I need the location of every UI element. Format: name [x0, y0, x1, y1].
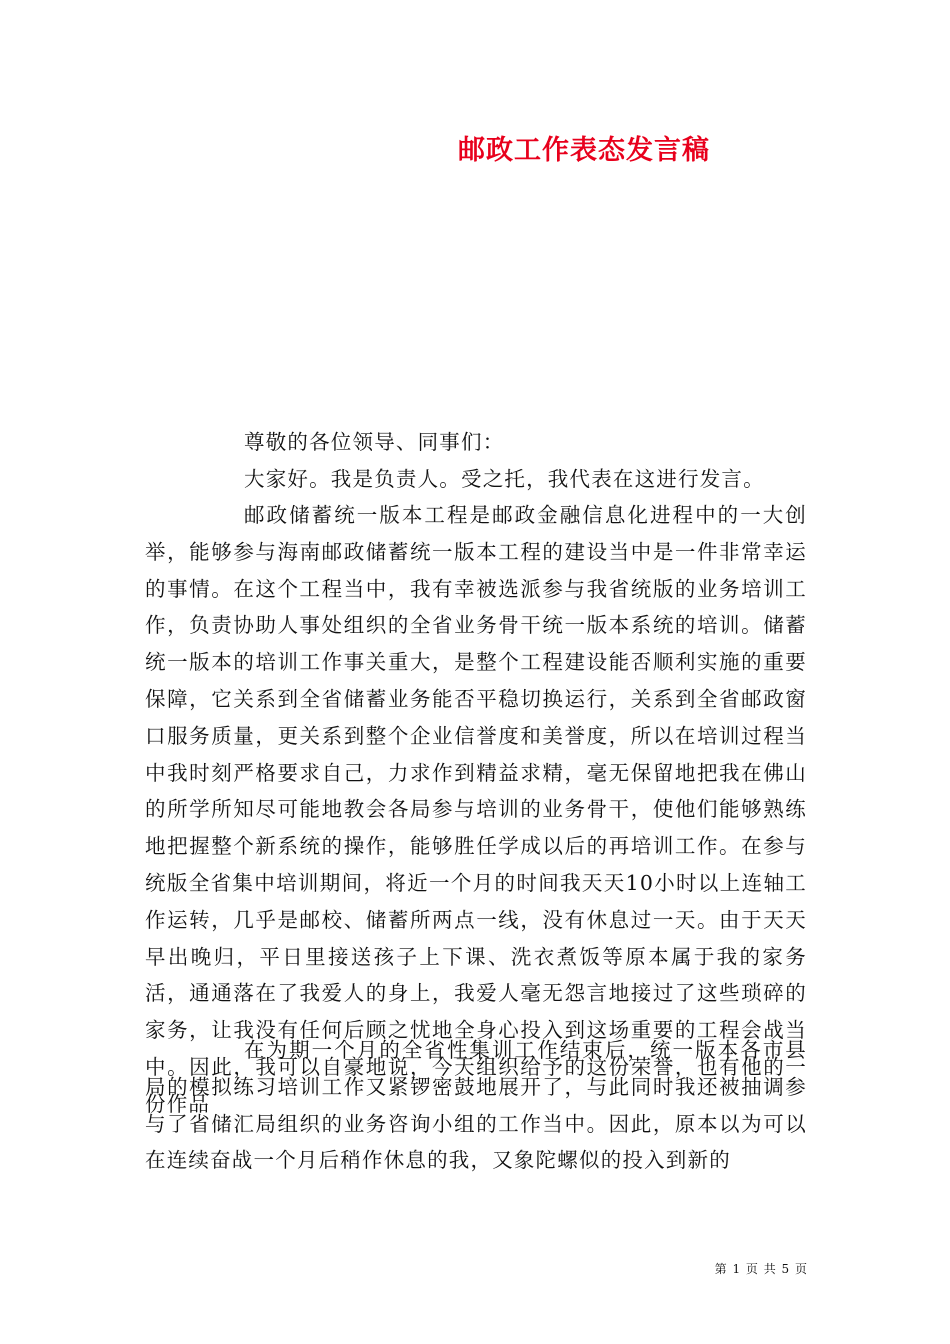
- page-number-footer: 第 1 页 共 5 页: [714, 1262, 808, 1276]
- paragraph-1: 大家好。我是负责人。受之托，我代表在这进行发言。: [244, 467, 765, 491]
- paragraph-2: 邮政储蓄统一版本工程是邮政金融信息化进程中的一大创举，能够参与海南邮政储蓄统一版本工程的建设当中是一件非常幸运的事情。在这个工程当中，我有幸被选派参与我省统版的业务培训工作，负责协助人事处组织的全省业务骨干统一版本系统的培训。储蓄统一版本的培训工作事关重大，是整个工程建设能否顺利实施的重要保障，它关系到全省储蓄业务能否平稳切换运行，关系到全省邮政窗口服务质量，更关系到整个企业信誉度和美誉度，所以在培训过程当中我时刻严格要求自己，力求作到精益求精，毫无保留地把我在佛山的所学所知尽可能地教会各局参与培训的业务骨干，使他们能够熟练地把握整个新系统的操作，能够胜任学成以后的再培训工作。在参与统版全省集中培训期间，将近一个月的时间我天天10小时以上连轴工作运转，几乎是邮校、储蓄所两点一线，没有休息过一天。由于天天早出晚归，平日里接送孩子上下课、洗衣煮饭等原本属于我的家务活，通通落在了我爱人的身上，我爱人毫无怨言地接过了这些琐碎的家务，让我没有任何后顾之忧地全身心投入到这场重要的工程会战当中。因此，我可以自豪地说，今天组织给予的这份荣誉，也有他的一份作品: [145, 503, 807, 1116]
- paragraph-3: 在为期一个月的全省性集训工作结束后，统一版本各市县局的模拟练习培训工作又紧锣密鼓地展开了，与此同时我还被抽调参与了省储汇局组织的业务咨询小组的工作当中。因此，原本以为可以在连续奋战一个月后稍作休息的我，又象陀螺似的投入到新的: [145, 1038, 807, 1173]
- greeting-line: 尊敬的各位领导、同事们：: [244, 430, 505, 454]
- document-title: 邮政工作表态发言稿: [458, 135, 710, 166]
